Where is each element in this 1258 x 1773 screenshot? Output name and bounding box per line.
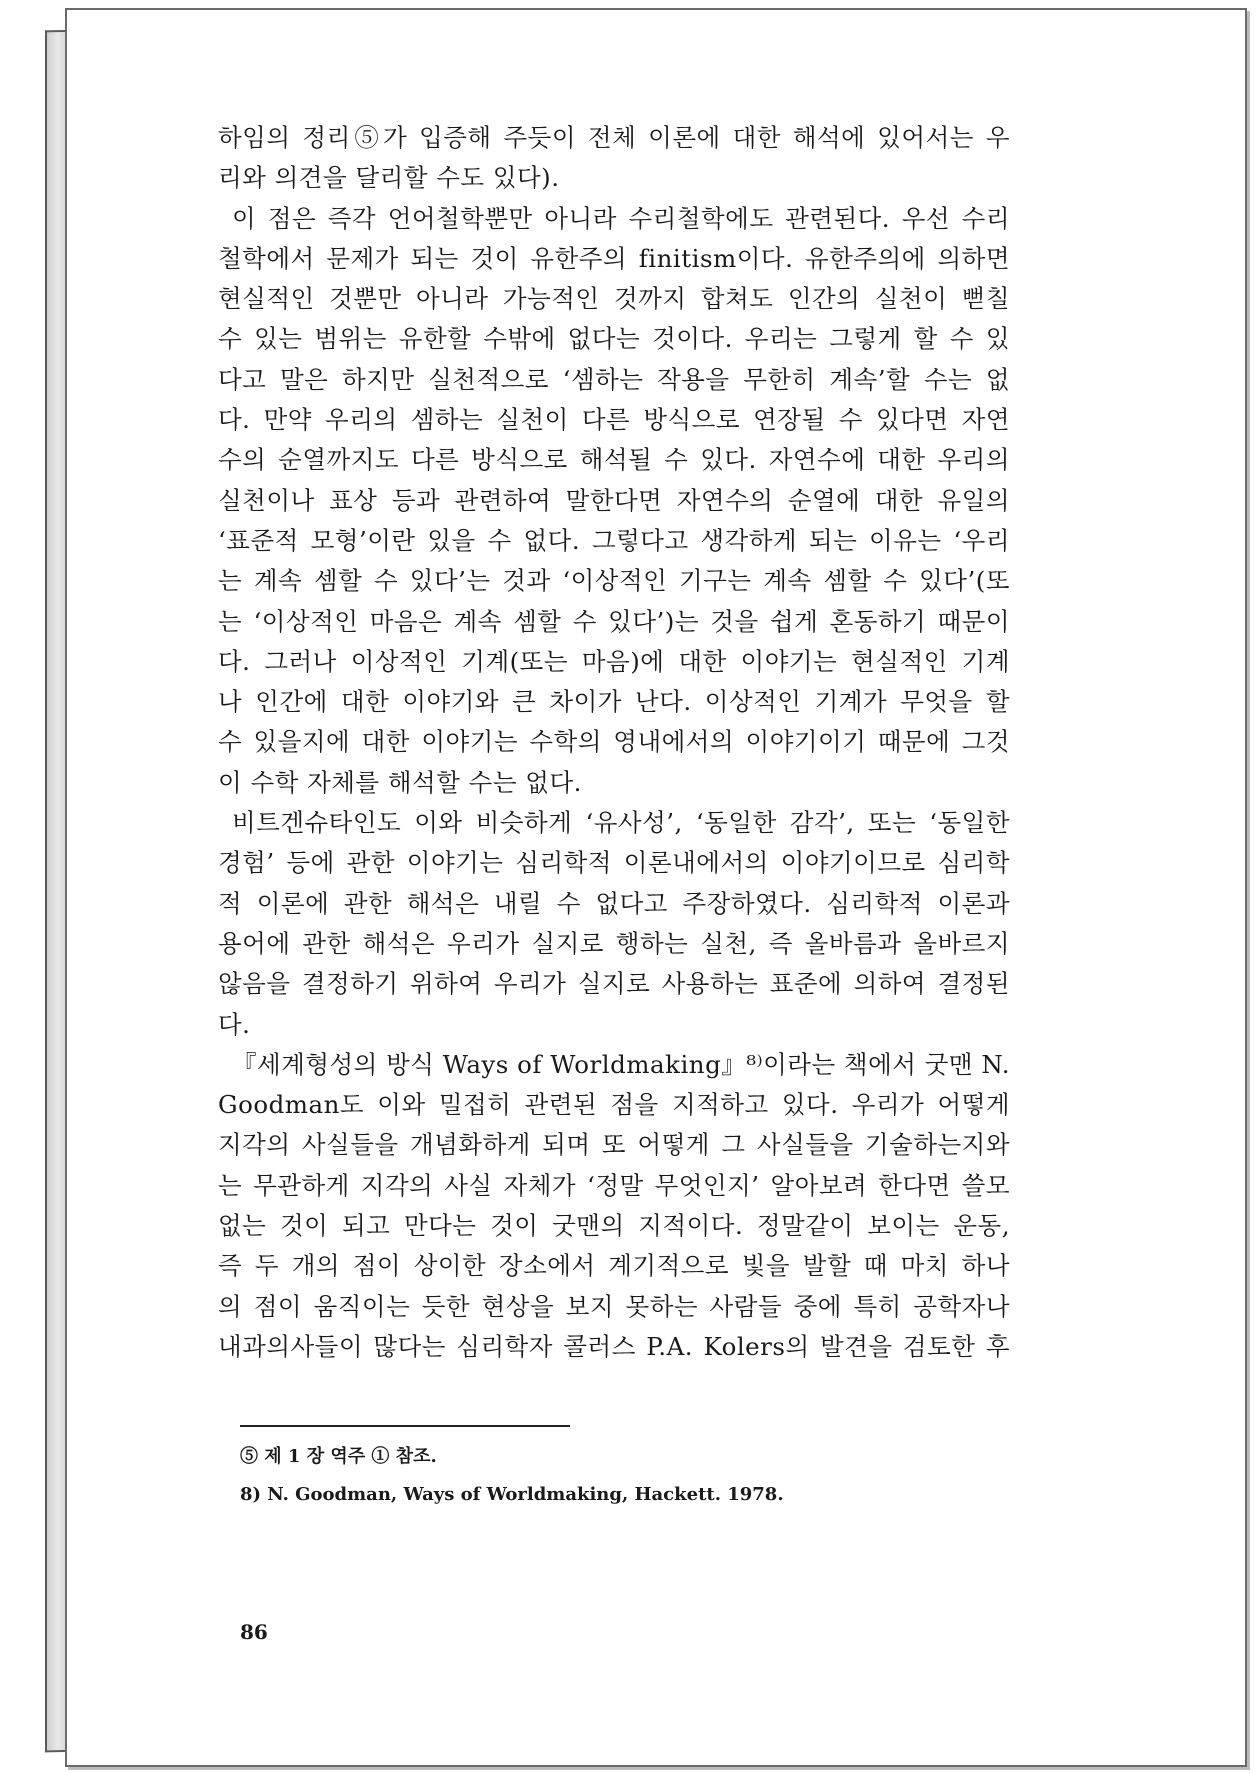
body-line: 수 있을지에 대한 이야기는 수학의 영내에서의 이야기이기 때문에 그것 xyxy=(218,727,1010,757)
body-line: 는 무관하게 지각의 사실 자체가 ‘정말 무엇인지’ 알아보려 한다면 쓸모 xyxy=(218,1170,1010,1200)
footnote-5: ⑤ 제 1 장 역주 ① 참조. xyxy=(240,1446,437,1467)
body-line: 『세계형성의 방식 Ways of Worldmaking』⁸⁾이라는 책에서 굿맨 N. xyxy=(232,1049,1010,1079)
body-line: ‘표준적 모형’이란 있을 수 없다. 그렇다고 생각하게 되는 이유는 ‘우리 xyxy=(218,525,1010,555)
body-line: 이 수학 자체를 해석할 수는 없다. xyxy=(218,767,582,797)
body-line: 수의 순열까지도 다른 방식으로 해석될 수 있다. 자연수에 대한 우리의 xyxy=(218,445,1010,475)
body-line: 다. 만약 우리의 셈하는 실천이 다른 방식으로 연장될 수 있다면 자연 xyxy=(218,405,1010,435)
body-line: 내과의사들이 많다는 심리학자 콜러스 P.A. Kolers의 발견을 검토한 후 xyxy=(218,1331,1010,1361)
body-line: 는 ‘이상적인 마음은 계속 셈할 수 있다’)는 것을 쉽게 혼동하기 때문이 xyxy=(218,606,1010,636)
body-line: 이 점은 즉각 언어철학뿐만 아니라 수리철학에도 관련된다. 우선 수리 xyxy=(232,203,1010,233)
body-line: 리와 의견을 달리할 수도 있다). xyxy=(218,163,560,193)
body-text xyxy=(218,118,1010,1367)
footnotes xyxy=(240,1438,940,1514)
body-line: 다고 말은 하지만 실천적으로 ‘셈하는 작용을 무한히 계속’할 수는 없 xyxy=(218,364,1010,394)
body-line: 다. 그러나 이상적인 기계(또는 마음)에 대한 이야기는 현실적인 기계 xyxy=(218,646,1010,676)
body-line: 없는 것이 되고 만다는 것이 굿맨의 지적이다. 정말같이 보이는 운동, xyxy=(218,1211,1010,1241)
body-line: 철학에서 문제가 되는 것이 유한주의 finitism이다. 유한주의에 의하면 xyxy=(218,243,1010,273)
body-line: 용어에 관한 해석은 우리가 실지로 행하는 실천, 즉 올바름과 올바르지 xyxy=(218,928,1010,958)
body-line: 지각의 사실들을 개념화하게 되며 또 어떻게 그 사실들을 기술하는지와 xyxy=(218,1130,1010,1160)
body-line: 경험’ 등에 관한 이야기는 심리학적 이론내에서의 이야기이므로 심리학 xyxy=(218,848,1010,878)
body-line: 현실적인 것뿐만 아니라 가능적인 것까지 합쳐도 인간의 실천이 뻗칠 xyxy=(218,284,1010,314)
body-line: 수 있는 범위는 유한할 수밖에 없다는 것이다. 우리는 그렇게 할 수 있 xyxy=(218,324,1010,354)
body-line: 즉 두 개의 점이 상이한 장소에서 계기적으로 빛을 발할 때 마치 하나 xyxy=(218,1251,1010,1281)
body-line: 실천이나 표상 등과 관련하여 말한다면 자연수의 순열에 대한 유일의 xyxy=(218,485,1010,515)
body-line: 는 계속 셈할 수 있다’는 것과 ‘이상적인 기구는 계속 셈할 수 있다’(또 xyxy=(218,566,1010,596)
footnote-divider xyxy=(240,1425,570,1427)
body-line: 않음을 결정하기 위하여 우리가 실지로 사용하는 표준에 의하여 결정된 xyxy=(218,969,1010,999)
body-line: 나 인간에 대한 이야기와 큰 차이가 난다. 이상적인 기계가 무엇을 할 xyxy=(218,687,1010,717)
footnote-8: 8) N. Goodman, Ways of Worldmaking, Hackett. 1978. xyxy=(240,1484,784,1505)
body-line: Goodman도 이와 밀접히 관련된 점을 지적하고 있다. 우리가 어떻게 xyxy=(218,1090,1010,1120)
body-line: 비트겐슈타인도 이와 비슷하게 ‘유사성’, ‘동일한 감각’, 또는 ‘동일한 xyxy=(232,808,1010,838)
body-line: 적 이론에 관한 해석은 내릴 수 없다고 주장하였다. 심리학적 이론과 xyxy=(218,888,1010,918)
body-line: 하임의 정리⑤가 입증해 주듯이 전체 이론에 대한 해석에 있어서는 우 xyxy=(218,123,1010,152)
body-line: 다. xyxy=(218,1009,251,1039)
page-number: 86 xyxy=(240,1620,268,1644)
body-line: 의 점이 움직이는 듯한 현상을 보지 못하는 사람들 중에 특히 공학자나 xyxy=(218,1291,1010,1321)
